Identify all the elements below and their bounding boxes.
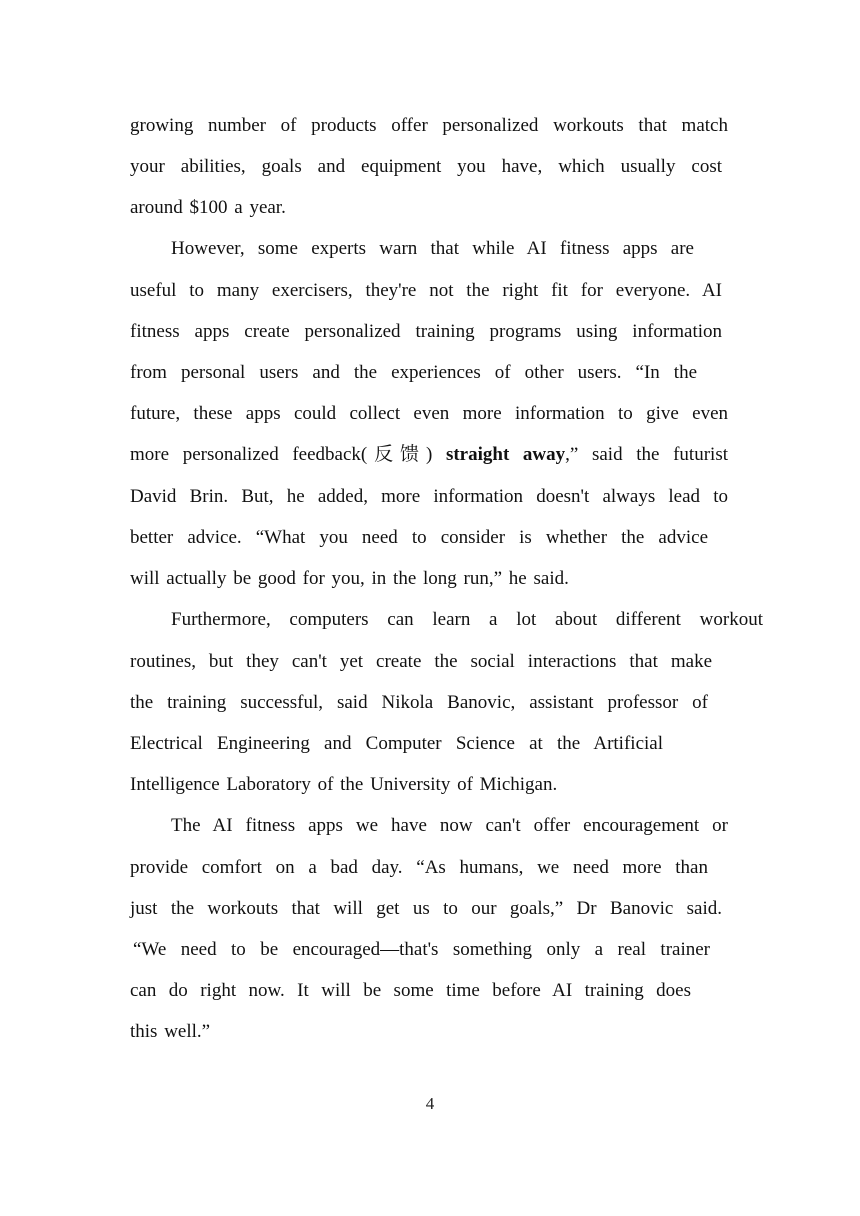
text-line: fitness apps create personalized training programs using information [130, 321, 722, 342]
text-line: growing number of products offer personalized workouts that match [130, 115, 728, 136]
text-line: better advice. “What you need to consider is whether the advice [130, 527, 708, 548]
bold-phrase: straight away [445, 444, 566, 465]
text-line: your abilities, goals and equipment you have, which usually cost [130, 156, 722, 177]
text-line: David Brin. But, he added, more information doesn't always lead to [130, 486, 728, 507]
text-line: The AI fitness apps we have now can't offer encouragement or [171, 815, 728, 836]
text-line-with-bold [130, 440, 728, 470]
text-line: this well.” [130, 1021, 211, 1042]
text-line: routines, but they can't yet create the social interactions that make [130, 651, 712, 672]
text-segment: more personalized feedback(反馈) [130, 444, 446, 465]
text-line: Electrical Engineering and Computer Science at the Artificial [130, 733, 663, 754]
text-line: “We need to be encouraged—that's something only a real trainer [133, 939, 710, 960]
text-line: can do right now. It will be some time before AI training does [130, 980, 691, 1001]
text-line: useful to many exercisers, they're not the right fit for everyone. AI [130, 280, 722, 301]
text-line: will actually be good for you, in the long run,” he said. [130, 568, 569, 589]
text-line: the training successful, said Nikola Banovic, assistant professor of [130, 692, 708, 713]
text-line: future, these apps could collect even more information to give even [130, 403, 728, 424]
text-line: Intelligence Laboratory of the University of Michigan. [130, 774, 558, 795]
text-line: from personal users and the experiences of other users. “In the [130, 362, 697, 383]
text-line: just the workouts that will get us to our goals,” Dr Banovic said. [130, 898, 722, 919]
text-line: provide comfort on a bad day. “As humans, we need more than [130, 857, 708, 878]
text-line: However, some experts warn that while AI fitness apps are [171, 238, 694, 259]
text-line: around $100 a year. [130, 197, 286, 218]
text-segment: ,” said the futurist [565, 444, 728, 465]
page-number: 4 [425, 1094, 435, 1113]
text-line: Furthermore, computers can learn a lot about different workout [171, 609, 763, 630]
